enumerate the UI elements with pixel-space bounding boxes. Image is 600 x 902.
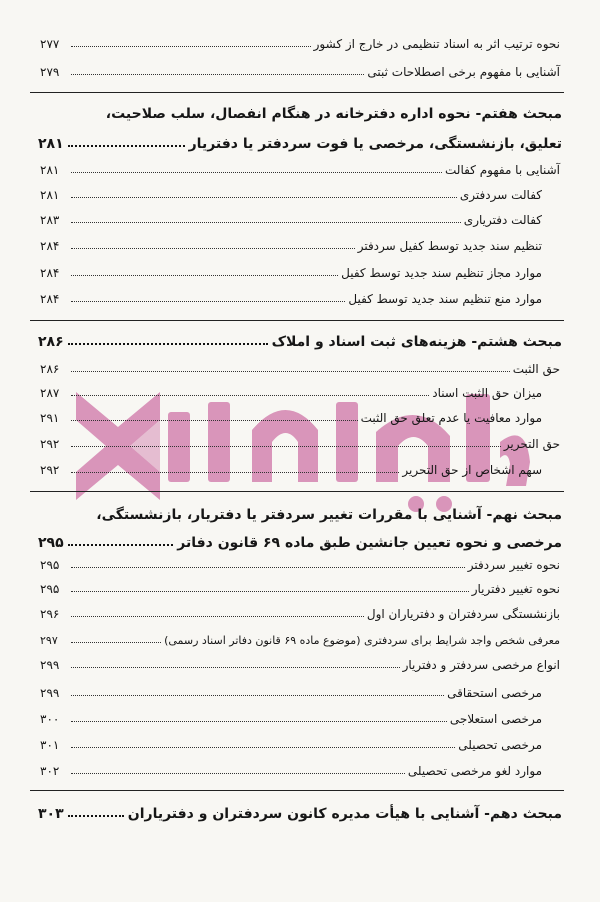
toc-entry-title: کفالت دفتریاری: [463, 213, 542, 227]
toc-entry-title: موارد مجاز تنظیم سند جدید توسط کفیل: [341, 266, 542, 280]
toc-entry[interactable]: [40, 163, 560, 177]
leader-dots: [71, 395, 429, 396]
leader-dots: [71, 567, 465, 568]
section-heading: مبحث هفتم- نحوه اداره دفترخانه در هنگام انفصال، سلب صلاحیت،: [105, 106, 562, 122]
leader-dots: [71, 721, 447, 722]
toc-entry-page: ۲۸۱: [40, 188, 60, 202]
toc-entry-page: ۳۰۱: [40, 738, 60, 752]
toc-entry-title: بازنشستگی سردفتران و دفتریاران اول: [366, 607, 560, 621]
section-divider: [30, 320, 564, 321]
toc-entry-title: حق الثبت: [512, 362, 560, 376]
section-heading: مبحث نهم- آشنایی با مقررات تغییر سردفتر یا دفتریار، بازنشستگی،: [96, 507, 562, 523]
section-heading-tail[interactable]: [38, 334, 562, 350]
toc-entry[interactable]: [40, 582, 560, 596]
toc-entry[interactable]: [40, 463, 542, 477]
toc-entry-page: ۲۸۴: [40, 292, 60, 306]
leader-dots: [71, 446, 501, 447]
toc-entry[interactable]: [40, 362, 560, 376]
toc-entry[interactable]: [40, 239, 542, 253]
section-divider: [30, 92, 564, 93]
toc-entry-page: ۲۸۱: [40, 163, 60, 177]
toc-entry-title: نحوه ترتیب اثر به اسناد تنظیمی در خارج از کشور: [313, 37, 560, 51]
toc-entry-title: موارد معافیت یا عدم تعلق حق الثبت: [360, 411, 542, 425]
toc-entry-page: ۲۹۹: [40, 686, 60, 700]
toc-entry-page: ۲۹۹: [40, 658, 60, 672]
toc-entry[interactable]: [40, 658, 560, 672]
leader-dots: [71, 74, 364, 75]
toc-entry-page: ۳۰۰: [40, 712, 60, 726]
toc-entry-page: ۲۹۱: [40, 411, 60, 425]
toc-entry-title: مرخصی استعلاجی: [449, 712, 542, 726]
section-divider: [30, 790, 564, 791]
section-heading-tail[interactable]: [38, 535, 562, 551]
toc-entry-page: ۲۹۵: [40, 558, 60, 572]
section-heading-line2: تعلیق، بازنشستگی، مرخصی یا فوت سردفتر یا دفتریار: [188, 136, 562, 152]
leader-dots: [71, 197, 457, 198]
leader-dots: [68, 815, 124, 817]
toc-entry-page: ۲۹۷: [40, 634, 58, 647]
toc-entry[interactable]: [40, 738, 542, 752]
toc-entry-page: ۲۹۶: [40, 607, 60, 621]
toc-entry-title: انواع مرخصی سردفتر و دفتریار: [402, 658, 560, 672]
toc-entry-title: معرفی شخص واجد شرایط برای سردفتری (موضوع ماده ۶۹ قانون دفاتر اسناد رسمی): [164, 634, 560, 647]
toc-entry-page: ۲۸۳: [40, 213, 60, 227]
leader-dots: [71, 172, 442, 173]
leader-dots: [71, 591, 469, 592]
toc-entry-page: ۲۸۴: [40, 266, 60, 280]
toc-entry-title: تنظیم سند جدید توسط کفیل سردفتر: [357, 239, 542, 253]
toc-entry[interactable]: [40, 558, 560, 572]
toc-entry-page: ۲۹۲: [40, 437, 60, 451]
toc-entry-page: ۲۷۹: [40, 65, 60, 79]
toc-entry-title: نحوه تغییر دفتریار: [471, 582, 560, 596]
leader-dots: [71, 472, 399, 473]
toc-entry-title: حق التحریر: [503, 437, 560, 451]
leader-dots: [71, 616, 364, 617]
toc-entry-title: آشنایی با مفهوم کفالت: [445, 163, 560, 177]
toc-entry[interactable]: [40, 266, 542, 280]
toc-entry-page: ۳۰۲: [40, 764, 60, 778]
toc-entry-page: ۲۹۲: [40, 463, 60, 477]
section-page: ۳۰۳: [38, 806, 64, 822]
toc-entry-page: ۲۸۷: [40, 386, 60, 400]
toc-entry-page: ۲۹۵: [40, 582, 60, 596]
toc-entry-title: مرخصی تحصیلی: [458, 738, 542, 752]
toc-entry-title: موارد منع تنظیم سند جدید توسط کفیل: [348, 292, 542, 306]
toc-entry[interactable]: [40, 188, 542, 202]
toc-entry-title: آشنایی با مفهوم برخی اصطلاحات ثبتی: [367, 65, 560, 79]
leader-dots: [71, 275, 338, 276]
toc-entry[interactable]: [40, 65, 560, 79]
toc-entry[interactable]: [40, 437, 560, 451]
toc-entry[interactable]: [40, 607, 560, 621]
toc-entry[interactable]: [40, 37, 560, 51]
section-heading-line2: مرخصی و نحوه تعیین جانشین طبق ماده ۶۹ قانون دفاتر: [177, 535, 562, 551]
leader-dots: [71, 667, 400, 668]
leader-dots: [71, 371, 510, 372]
section-heading: مبحث هشتم- هزینه‌های ثبت اسناد و املاک: [271, 334, 562, 350]
section-heading: مبحث دهم- آشنایی با هیأت مدیره کانون سردفتران و دفتریاران: [127, 806, 562, 822]
toc-entry[interactable]: [40, 386, 542, 400]
section-page: ۲۸۱: [38, 136, 64, 152]
toc-entry-title: نحوه تغییر سردفتر: [467, 558, 560, 572]
toc-entry[interactable]: [40, 213, 542, 227]
toc-entry[interactable]: [40, 712, 542, 726]
toc-entry[interactable]: [40, 686, 542, 700]
section-page: ۲۹۵: [38, 535, 64, 551]
leader-dots: [71, 420, 358, 421]
toc-entry-title: سهم اشخاص از حق التحریر: [402, 463, 542, 477]
leader-dots: [71, 695, 444, 696]
section-heading-tail[interactable]: [38, 806, 562, 822]
toc-entry-title: موارد لغو مرخصی تحصیلی: [407, 764, 542, 778]
leader-dots: [71, 642, 161, 643]
toc-entry-title: مرخصی استحقاقی: [447, 686, 542, 700]
section-heading-tail[interactable]: [38, 136, 562, 152]
leader-dots: [71, 773, 405, 774]
section-page: ۲۸۶: [38, 334, 64, 350]
toc-entry-page: ۲۸۴: [40, 239, 60, 253]
leader-dots: [71, 747, 455, 748]
toc-entry[interactable]: [40, 764, 542, 778]
toc-entry[interactable]: [40, 634, 560, 647]
leader-dots: [71, 248, 355, 249]
leader-dots: [71, 301, 345, 302]
leader-dots: [71, 46, 311, 47]
leader-dots: [68, 343, 268, 345]
section-divider: [30, 491, 564, 492]
toc-entry-page: ۲۸۶: [40, 362, 60, 376]
leader-dots: [68, 145, 185, 147]
toc-entry-title: کفالت سردفتری: [459, 188, 542, 202]
toc-entry-title: میزان حق الثبت اسناد: [432, 386, 542, 400]
toc-entry[interactable]: [40, 411, 542, 425]
toc-entry-page: ۲۷۷: [40, 37, 60, 51]
leader-dots: [68, 544, 174, 546]
toc-entry[interactable]: [40, 292, 542, 306]
leader-dots: [71, 222, 461, 223]
